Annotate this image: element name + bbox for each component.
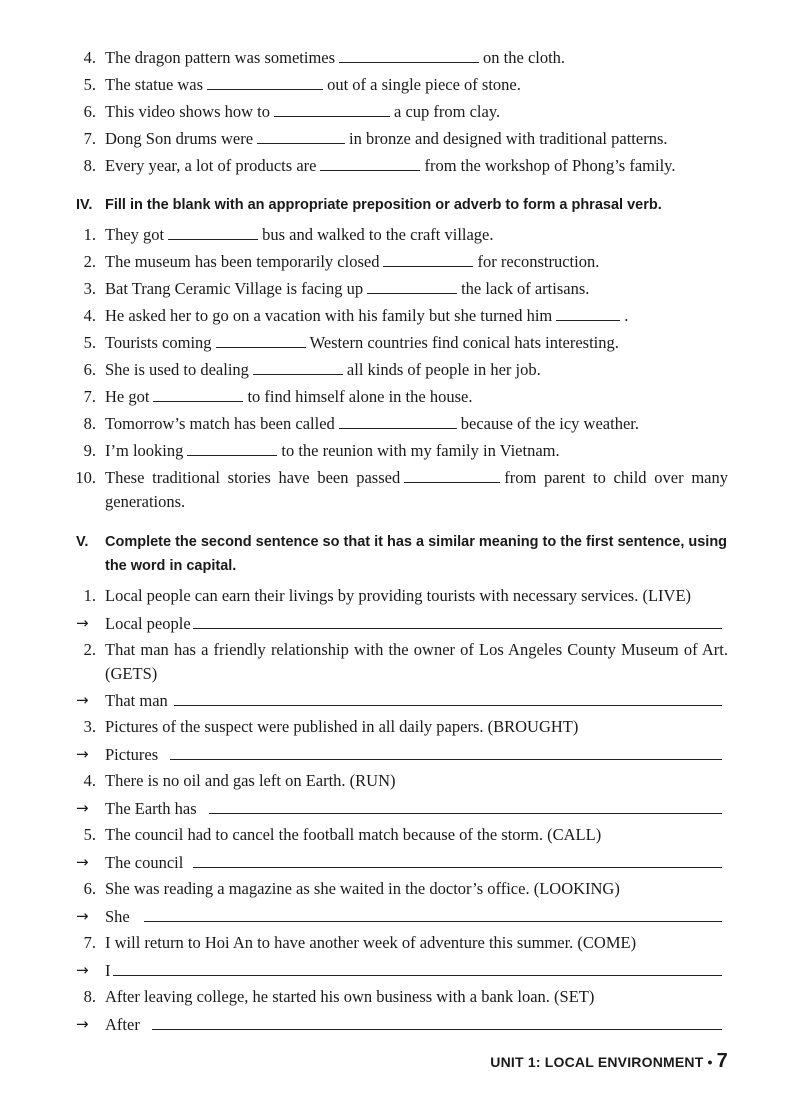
arrow-icon: → xyxy=(76,907,89,925)
unit-title: UNIT 1: LOCAL ENVIRONMENT • xyxy=(490,1054,713,1070)
answer-blank[interactable] xyxy=(339,414,457,429)
exercise-item xyxy=(0,222,800,248)
answer-blank[interactable] xyxy=(253,360,343,375)
item-text: Pictures of the suspect were published in all daily papers. (BROUGHT) xyxy=(105,717,579,736)
item-text: She is used to dealing xyxy=(105,360,249,379)
item-number: 7. xyxy=(83,129,96,148)
exercise-item xyxy=(0,45,800,71)
item-number: 8. xyxy=(83,987,96,1006)
answer-line xyxy=(0,741,800,767)
item-number: 6. xyxy=(83,102,96,121)
answer-line xyxy=(0,957,800,983)
page-footer xyxy=(490,1050,728,1073)
answer-blank[interactable] xyxy=(170,741,722,760)
item-text: Bat Trang Ceramic Village is facing up xyxy=(105,279,364,298)
item-text: to find himself alone in the house. xyxy=(247,387,473,406)
exercise-item xyxy=(0,768,800,794)
item-text: The dragon pattern was sometimes xyxy=(105,48,336,67)
answer-blank[interactable] xyxy=(152,1011,722,1030)
exercise-item xyxy=(0,330,800,356)
item-number: 2. xyxy=(83,252,96,271)
answer-start: I xyxy=(105,961,111,980)
item-number: 7. xyxy=(83,387,96,406)
answer-start: The council xyxy=(105,853,184,872)
answer-line xyxy=(0,903,800,929)
answer-start: Pictures xyxy=(105,745,159,764)
exercise-item xyxy=(0,583,800,609)
item-text: to the reunion with my family in Vietnam. xyxy=(281,441,560,460)
item-text: After leaving college, he started his own business with a bank loan. (SET) xyxy=(105,987,595,1006)
exercise-item xyxy=(0,276,800,302)
arrow-icon: → xyxy=(76,853,89,871)
item-text: Local people can earn their livings by providing tourists with necessary services. (LIVE) xyxy=(105,586,692,605)
item-text: for reconstruction. xyxy=(477,252,600,271)
item-text: from parent to child over many generations. xyxy=(105,468,728,511)
arrow-icon: → xyxy=(76,961,89,979)
exercise-item xyxy=(0,465,800,517)
item-number: 2. xyxy=(83,640,96,659)
item-text: in bronze and designed with traditional patterns. xyxy=(349,129,668,148)
arrow-icon: → xyxy=(76,799,89,817)
item-text: The council had to cancel the football match because of the storm. (CALL) xyxy=(105,825,602,844)
answer-blank[interactable] xyxy=(404,468,500,483)
exercise-item xyxy=(0,930,800,956)
answer-line xyxy=(0,795,800,821)
answer-blank[interactable] xyxy=(383,252,473,267)
answer-blank[interactable] xyxy=(216,333,306,348)
answer-blank[interactable] xyxy=(367,279,457,294)
item-number: 5. xyxy=(83,75,96,94)
item-text: They got xyxy=(105,225,165,244)
arrow-icon: → xyxy=(76,1015,89,1033)
exercise-item xyxy=(0,249,800,275)
item-number: 8. xyxy=(83,414,96,433)
answer-blank[interactable] xyxy=(187,441,277,456)
answer-blank[interactable] xyxy=(274,102,390,117)
section-instruction: Complete the second sentence so that it has a similar meaning to the first sentence, using the word in capital. xyxy=(105,534,728,574)
item-number: 5. xyxy=(83,825,96,844)
item-text: Western countries find conical hats interesting. xyxy=(309,333,619,352)
item-text: That man has a friendly relationship with the owner of Los Angeles County Museum of Art. (GETS) xyxy=(105,640,728,683)
arrow-icon: → xyxy=(76,745,89,763)
answer-start: That man xyxy=(105,691,168,710)
item-number: 6. xyxy=(83,360,96,379)
answer-blank[interactable] xyxy=(207,75,323,90)
item-text: This video shows how to xyxy=(105,102,270,121)
answer-blank[interactable] xyxy=(113,957,723,976)
exercise-item xyxy=(0,99,800,125)
exercise-item xyxy=(0,153,800,179)
exercise-item xyxy=(0,126,800,152)
answer-blank[interactable] xyxy=(257,129,345,144)
item-text: a cup from clay. xyxy=(394,102,501,121)
item-text: . xyxy=(624,306,629,325)
item-text: Tourists coming xyxy=(105,333,212,352)
answer-blank[interactable] xyxy=(168,225,258,240)
item-number: 1. xyxy=(83,586,96,605)
exercise-item xyxy=(0,876,800,902)
answer-start: Local people xyxy=(105,614,191,633)
answer-line xyxy=(0,849,800,875)
answer-blank[interactable] xyxy=(144,903,722,922)
item-text: Every year, a lot of products are xyxy=(105,156,317,175)
item-number: 4. xyxy=(83,771,96,790)
answer-blank[interactable] xyxy=(193,849,722,868)
answer-line xyxy=(0,610,800,636)
answer-blank[interactable] xyxy=(339,48,479,63)
item-text: Dong Son drums were xyxy=(105,129,254,148)
exercise-item xyxy=(0,72,800,98)
arrow-icon: → xyxy=(76,691,89,709)
answer-start: After xyxy=(105,1015,140,1034)
item-number: 3. xyxy=(83,279,96,298)
item-number: 9. xyxy=(83,441,96,460)
item-text: He asked her to go on a vacation with his family but she turned him xyxy=(105,306,553,325)
item-number: 5. xyxy=(83,333,96,352)
item-number: 1. xyxy=(83,225,96,244)
item-text: bus and walked to the craft village. xyxy=(262,225,494,244)
exercise-item xyxy=(0,438,800,464)
answer-start: The Earth has xyxy=(105,799,197,818)
section-number: IV. xyxy=(76,197,93,213)
item-text: all kinds of people in her job. xyxy=(346,360,541,379)
item-text: There is no oil and gas left on Earth. (RUN) xyxy=(105,771,396,790)
exercise-item xyxy=(0,822,800,848)
item-number: 10. xyxy=(75,468,96,487)
item-text: because of the icy weather. xyxy=(460,414,639,433)
item-text: The museum has been temporarily closed xyxy=(105,252,380,271)
section-number: V. xyxy=(76,534,89,550)
item-number: 4. xyxy=(83,306,96,325)
section-instruction: Fill in the blank with an appropriate preposition or adverb to form a phrasal verb. xyxy=(105,197,662,213)
arrow-icon: → xyxy=(76,614,89,632)
item-text: I will return to Hoi An to have another week of adventure this summer. (COME) xyxy=(105,933,637,952)
answer-start: She xyxy=(105,907,130,926)
answer-blank[interactable] xyxy=(320,156,420,171)
item-text: She was reading a magazine as she waited in the doctor’s office. (LOOKING) xyxy=(105,879,620,898)
page-number: 7 xyxy=(716,1050,728,1072)
item-text: The statue was xyxy=(105,75,204,94)
item-text: He got xyxy=(105,387,150,406)
answer-blank[interactable] xyxy=(209,795,722,814)
answer-blank[interactable] xyxy=(153,387,243,402)
item-number: 4. xyxy=(83,48,96,67)
answer-blank[interactable] xyxy=(193,610,722,629)
exercise-item xyxy=(0,411,800,437)
exercise-item xyxy=(0,637,800,687)
item-text: on the cloth. xyxy=(483,48,566,67)
item-number: 3. xyxy=(83,717,96,736)
answer-blank[interactable] xyxy=(174,687,722,706)
item-text: These traditional stories have been passed xyxy=(105,468,401,487)
item-text: from the workshop of Phong’s family. xyxy=(424,156,676,175)
exercise-item xyxy=(0,714,800,740)
exercise-item xyxy=(0,303,800,329)
item-text: Tomorrow’s match has been called xyxy=(105,414,335,433)
exercise-item xyxy=(0,384,800,410)
answer-blank[interactable] xyxy=(556,306,620,321)
exercise-item xyxy=(0,984,800,1010)
item-number: 8. xyxy=(83,156,96,175)
exercise-item xyxy=(0,357,800,383)
answer-line xyxy=(0,1011,800,1037)
item-text: the lack of artisans. xyxy=(461,279,590,298)
item-text: I’m looking xyxy=(105,441,184,460)
item-number: 7. xyxy=(83,933,96,952)
item-text: out of a single piece of stone. xyxy=(327,75,521,94)
item-number: 6. xyxy=(83,879,96,898)
answer-line xyxy=(0,687,800,713)
